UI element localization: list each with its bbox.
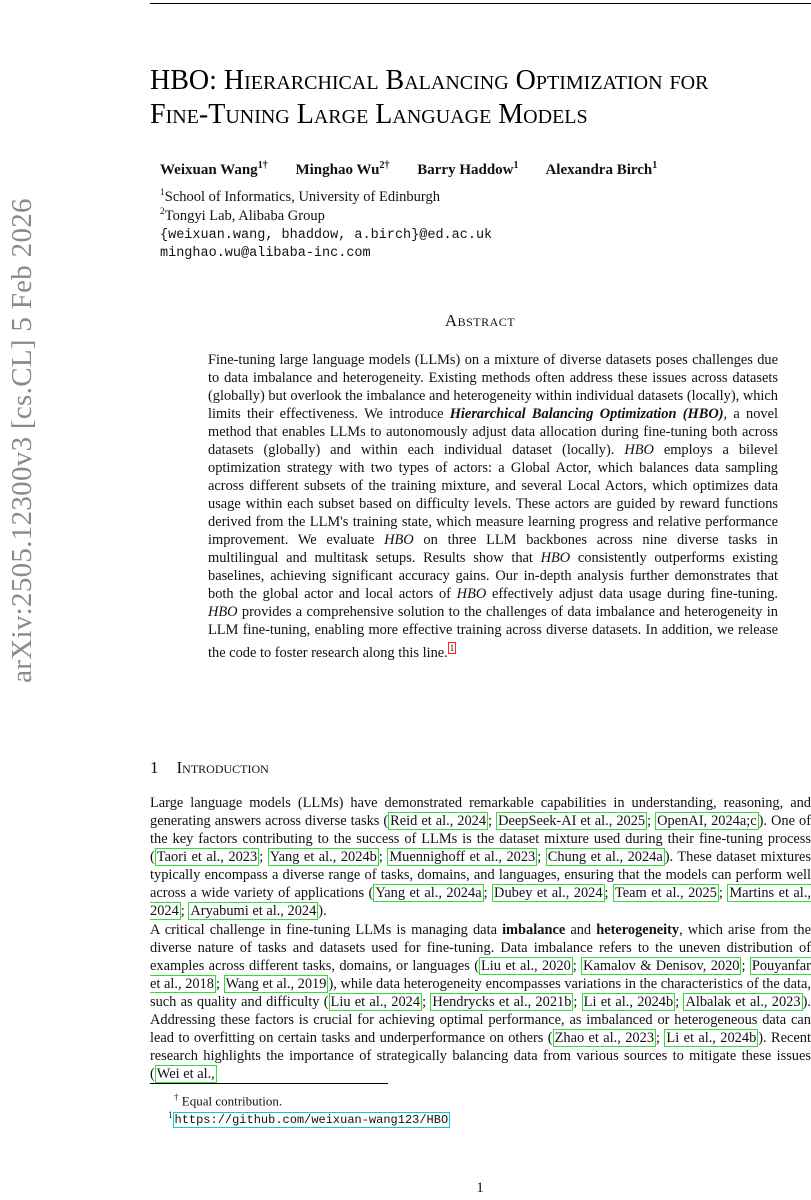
citation-link[interactable]: Muennighoff et al., 2023 — [389, 849, 536, 865]
citation-link[interactable]: Pouyanfar et al., 2018 — [150, 958, 811, 992]
citation-link[interactable]: Zhao et al., 2023 — [554, 1030, 655, 1046]
arxiv-watermark — [0, 197, 45, 683]
citation-link[interactable]: Aryabumi et al., 2024 — [190, 903, 317, 919]
page-number: 1 — [476, 1180, 484, 1196]
affiliation: $^2$Tongyi Lab, Alibaba Group — [160, 207, 325, 224]
citation-link[interactable]: OpenAI, 2024a;c — [657, 813, 757, 829]
citation-link[interactable]: Yang et al., 2024a — [375, 885, 482, 901]
citation-link[interactable]: Reid et al., 2024 — [390, 813, 487, 829]
citation-link[interactable]: Li et al., 2024b — [583, 994, 674, 1010]
citation-link[interactable]: Liu et al., 2020 — [481, 958, 571, 974]
author: Weixuan Wang$^{1\dagger}$ — [160, 160, 268, 178]
intro-paragraph-1: Large language models (LLMs) have demonstrated remarkable capabilities in understanding, reasoning, and generating answers across diverse tasks ( Reid et al., 2024 ; DeepSeek-AI et al., 2025 ; OpenAI, 2024a;c ). One of the key factors contributing to the success of LLMs is the dataset mixture used during their fine-tuning process ( Taori et al., 2023 ; Yang et al., 2024b ; Muennighoff et al., 2023 ; Chung et al., 2024a ). These dataset mixtures typically encompass a diverse range of tasks, domains, and languages, ensuring that the models can perform well across a wide variety of applications ( Yang et al., 2024a ; Dubey et al., 2024 ; Team et al., 2025 ; Martins et al., 2024 ; Aryabumi et al., 2024 ). — [150, 795, 811, 919]
title-line-1: HBO: Hierarchical Balancing Optimization for — [150, 65, 709, 96]
footnote-link[interactable]: 1 — [449, 643, 455, 653]
email: {weixuan.wang, bhaddow, a.birch}@ed.ac.uk — [160, 228, 493, 243]
footnote-url: $^1$ https://github.com/weixuan-wang123/HBO — [168, 1110, 449, 1128]
citation-link[interactable]: Li et al., 2024b — [666, 1030, 757, 1046]
section-heading: 1 Introduction — [150, 758, 269, 777]
citation-link[interactable]: Wang et al., 2019 — [225, 976, 327, 992]
citation-link[interactable]: Dubey et al., 2024 — [494, 885, 603, 901]
abstract-body: Fine-tuning large language models (LLMs) on a mixture of diverse datasets poses challenges due to data imbalance and heterogeneity. Existing methods often address these issues across datasets (globally) but overlook the imbalance and heterogeneity within individual datasets (locally), which limits their effectiveness. We introduce Hierarchical Balancing Optimization (HBO), a novel method that enables LLMs to autonomously adjust data allocation during fine-tuning both across datasets (globally) and within each individual dataset (locally). HBO employs a bilevel optimization strategy with two types of actors: a Global Actor, which balances data sampling across different subsets of the training mixture, and several Local Actors, which optimizes data usage within each subset based on difficulty levels. These actors are guided by reward functions derived from the LLM's training state, which measure learning progress and relative performance improvement. We evaluate HBO on three LLM backbones across nine diverse tasks in multilingual and multitask setups. Results show that HBO consistently outperforms existing baselines, achieving significant accuracy gains. Our in-depth analysis further demonstrates that both the global actor and local actors of HBO effectively adjust data usage during fine-tuning. HBO provides a comprehensive solution to the challenges of data imbalance and heterogeneity in LLM fine-tuning, enabling more effective training across diverse datasets. In addition, we release the code to foster research along this line. $^1$ — [208, 352, 779, 661]
footnote-rule — [150, 1083, 388, 1084]
affiliation: $^1$School of Informatics, University of Edinburgh — [160, 188, 440, 205]
citation-link[interactable]: Martins et al., 2024 — [150, 885, 811, 919]
top-rule — [150, 3, 811, 4]
footnote-equal: † Equal contribution. — [174, 1092, 283, 1109]
author: Minghao $Wu^{2\dagger}$ — [295, 160, 390, 178]
citation-link[interactable]: Taori et al., 2023 — [156, 849, 258, 865]
citation-link[interactable]: Team et al., 2025 — [615, 885, 717, 901]
citation-link[interactable]: Yang et al., 2024b — [269, 849, 377, 865]
citation-link[interactable]: Kamalov & Denisov, 2020 — [583, 958, 740, 974]
method-name: Hierarchical Balancing Optimization — [449, 406, 677, 422]
citation-link[interactable]: Albalak et al., 2023 — [685, 994, 801, 1010]
paper-title — [150, 64, 810, 132]
citation-link[interactable]: Chung et al., 2024a — [547, 849, 663, 865]
title-line-2: Fine-Tuning Large Language Models — [150, 99, 588, 130]
abstract-heading: Abstract — [444, 311, 516, 330]
citation-link[interactable]: Liu et al., 2024 — [330, 994, 421, 1010]
arxiv-id: arXiv:2505.12300v3 [cs.CL] 5 Feb 2026 — [5, 197, 38, 683]
author-list — [160, 160, 800, 179]
code-link[interactable]: https://github.com/weixuan-wang123/HBO — [174, 1113, 449, 1128]
citation-link[interactable]: DeepSeek-AI et al., 2025 — [498, 813, 646, 829]
intro-paragraph-2: A critical challenge in fine-tuning LLMs is managing data imbalance and heterogeneity, which arise from the diverse nature of tasks and datasets used for fine-tuning. Data imbalance refers to the uneven distribution of examples across different tasks, domains, or languages ( Liu et al., 2020 ; Kamalov & Denisov, 2020 ; Pouyanfar et al., 2018 ; Wang et al., 2019 ), while data heterogeneity encompasses variations in the characteristics of the data, such as quality and difficulty ( Liu et al., 2024 ; Hendrycks et al., 2021b ; Li et al., 2024b ; Albalak et al., 2023 ). Addressing these factors is crucial for achieving optimal performance, as imbalanced or heterogeneous data can lead to overfitting on certain tasks and underperformance on others ( Zhao et al., 2023 ; Li et al., 2024b ). Recent research highlights the importance of strategically balancing data from various sources to mitigate these issues ( Wei et al., — [150, 922, 811, 1082]
citation-link[interactable]: Hendrycks et al., 2021b — [432, 994, 572, 1010]
email: minghao.wu@alibaba-inc.com — [160, 246, 371, 261]
author: Barry Haddow$^1$ — [417, 160, 519, 178]
author: Alexandra Birch$^1$ — [545, 160, 658, 178]
citation-link[interactable]: Wei et al., — [156, 1066, 215, 1082]
